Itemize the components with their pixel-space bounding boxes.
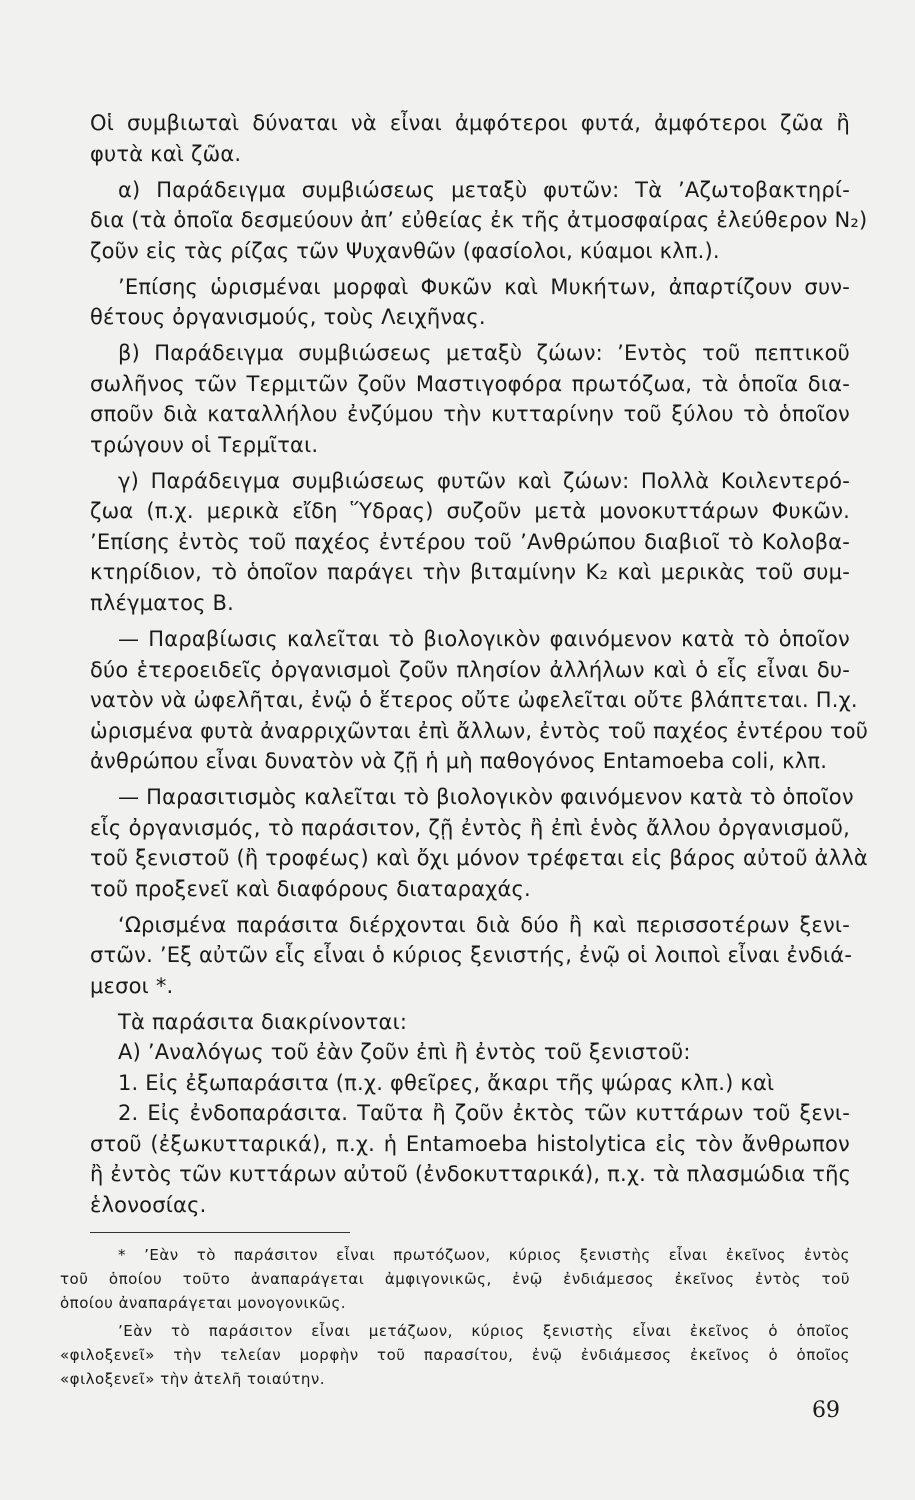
footnote-line: ’Εὰν τὸ παράσιτον εἶναι μετάζωον, κύριος ξενιστὴς εἶναι ἐκεῖνος ὁ ὁποῖος (118, 1322, 850, 1340)
text-line: πλέγματος B. (90, 591, 235, 615)
text-line: — Παρασιτισμὸς καλεῖται τὸ βιολογικὸν φαινόμενον κατὰ τὸ ὁποῖον (118, 785, 854, 809)
text-line: δύο ἑτεροειδεῖς ὀργανισμοὶ ζοῦν πλησίον ἀλλήλων καὶ ὁ εἷς εἶναι δυ- (90, 658, 850, 682)
footnote-line: τοῦ ὁποίου τοῦτο ἀναπαράγεται ἀμφιγονικῶς, ἐνῷ ἐνδιάμεσος ἐκεῖνος ἐντὸς τοῦ (60, 1270, 850, 1288)
text-line: — Παραβίωσις καλεῖται τὸ βιολογικὸν φαινόμενον κατὰ τὸ ὁποῖον (118, 627, 850, 651)
text-line: εἷς ὀργανισμός, τὸ παράσιτον, ζῇ ἐντὸς ἢ ἐπὶ ἑνὸς ἄλλου ὀργανισμοῦ, (90, 816, 850, 840)
text-line: ὡρισμένα φυτὰ ἀναρριχῶνται ἐπὶ ἄλλων, ἐντὸς τοῦ παχέος ἐντέρου τοῦ (90, 719, 869, 743)
text-line: ἢ ἐντὸς τῶν κυττάρων αὐτοῦ (ἐνδοκυτταρικά), π.χ. τὰ πλασμώδια τῆς (90, 1162, 852, 1186)
text-line: 2. Εἰς ἐνδοπαράσιτα. Ταῦτα ἢ ζοῦν ἐκτὸς τῶν κυττάρων τοῦ ξενι- (118, 1101, 850, 1125)
text-line: α) Παράδειγμα συμβιώσεως μεταξὺ φυτῶν: Τὰ ’Αζωτοβακτηρί- (118, 178, 850, 202)
text-line: Α) ’Αναλόγως τοῦ ἐὰν ζοῦν ἐπὶ ἢ ἐντὸς τοῦ ξενιστοῦ: (118, 1040, 691, 1064)
text-line: τοῦ ξενιστοῦ (ἢ τροφέως) καὶ ὄχι μόνον τρέφεται εἰς βάρος αὐτοῦ ἀλλὰ (90, 846, 868, 870)
text-line: ’Επίσης ἐντὸς τοῦ παχέος ἐντέρου τοῦ ’Ανθρώπου διαβιοῖ τὸ Κολοβα- (90, 530, 850, 554)
text-line: στοῦ (ἐξωκυτταρικά), π.χ. ἡ Entamoeba histolytica εἰς τὸν ἄνθρωπον (90, 1132, 850, 1156)
text-line: τοῦ προξενεῖ καὶ διαφόρους διαταραχάς. (90, 877, 531, 901)
text-line: κτηρίδιον, τὸ ὁποῖον παράγει τὴν βιταμίνην K₂ καὶ μερικὰς τοῦ συμ- (90, 560, 850, 584)
footnote-divider (90, 1232, 350, 1233)
text-line: γ) Παράδειγμα συμβιώσεως φυτῶν καὶ ζώων: Πολλὰ Κοιλεντερό- (118, 469, 850, 493)
text-line: δια (τὰ ὁποῖα δεσμεύουν ἀπ’ εὐθείας ἐκ τῆς ἀτμοσφαίρας ἐλεύθερον N₂) (90, 208, 868, 232)
text-line: Οἱ συμβιωταὶ δύναται νὰ εἶναι ἀμφότεροι φυτά, ἀμφότεροι ζῶα ἢ (90, 111, 850, 135)
text-line: ’Επίσης ὡρισμέναι μορφαὶ Φυκῶν καὶ Μυκήτων, ἀπαρτίζουν συν- (118, 275, 850, 299)
footnote-line: * ’Εὰν τὸ παράσιτον εἶναι πρωτόζωον, κύριος ξενιστὴς εἶναι ἐκεῖνος ἐντὸς (118, 1246, 850, 1264)
text-line: θέτους ὀργανισμούς, τοὺς Λειχῆνας. (90, 305, 486, 329)
text-line: ἑλονοσίας. (90, 1193, 207, 1217)
text-line: β) Παράδειγμα συμβιώσεως μεταξὺ ζώων: ’Εντὸς τοῦ πεπτικοῦ (118, 341, 850, 365)
text-line: ζωα (π.χ. μερικὰ εἴδη Ὕδρας) συζοῦν μετὰ μονοκυττάρων Φυκῶν. (90, 499, 850, 523)
text-line: ἀνθρώπου εἶναι δυνατὸν νὰ ζῇ ἡ μὴ παθογόνος Entamoeba coli, κλπ. (90, 749, 828, 773)
page-number: 69 (812, 1398, 840, 1423)
text-line: ζοῦν εἰς τὰς ρίζας τῶν Ψυχανθῶν (φασίολοι, κύαμοι κλπ.). (90, 239, 720, 263)
footnote-line: «φιλοξενεῖ» τὴν τελείαν μορφὴν τοῦ παρασίτου, ἐνῷ ἐνδιάμεσος ἐκεῖνος ὁ ὁποῖος (60, 1346, 850, 1364)
text-line: στῶν. ’Εξ αὐτῶν εἷς εἶναι ὁ κύριος ξενιστής, ἐνῷ οἱ λοιποὶ εἶναι ἐνδιά- (90, 943, 853, 967)
text-line: σωλῆνος τῶν Τερμιτῶν ζοῦν Μαστιγοφόρα πρωτόζωα, τὰ ὁποῖα δια- (90, 372, 850, 396)
text-line: 1. Εἰς ἐξωπαράσιτα (π.χ. φθεῖρες, ἄκαρι τῆς ψώρας κλπ.) καὶ (118, 1071, 775, 1095)
text-line: τρώγουν οἱ Τερμῖται. (90, 433, 319, 457)
text-line: φυτὰ καὶ ζῶα. (90, 142, 242, 166)
text-line: σποῦν διὰ καταλλήλου ἐνζύμου τὴν κυτταρίνην τοῦ ξύλου τὸ ὁποῖον (90, 402, 850, 426)
text-line: νατὸν νὰ ὠφελῆται, ἐνῷ ὁ ἕτερος οὔτε ὠφελεῖται οὔτε βλάπτεται. Π.χ. (90, 688, 858, 712)
text-line: ‘Ωρισμένα παράσιτα διέρχονται διὰ δύο ἢ καὶ περισσοτέρων ξενι- (118, 913, 850, 937)
text-line: Τὰ παράσιτα διακρίνονται: (118, 1010, 408, 1034)
footnote-line: «φιλοξενεῖ» τὴν ἀτελῆ τοιαύτην. (60, 1370, 326, 1388)
text-line: μεσοι *. (90, 974, 174, 998)
footnote-line: ὁποίου ἀναπαράγεται μονογονικῶς. (60, 1294, 347, 1312)
